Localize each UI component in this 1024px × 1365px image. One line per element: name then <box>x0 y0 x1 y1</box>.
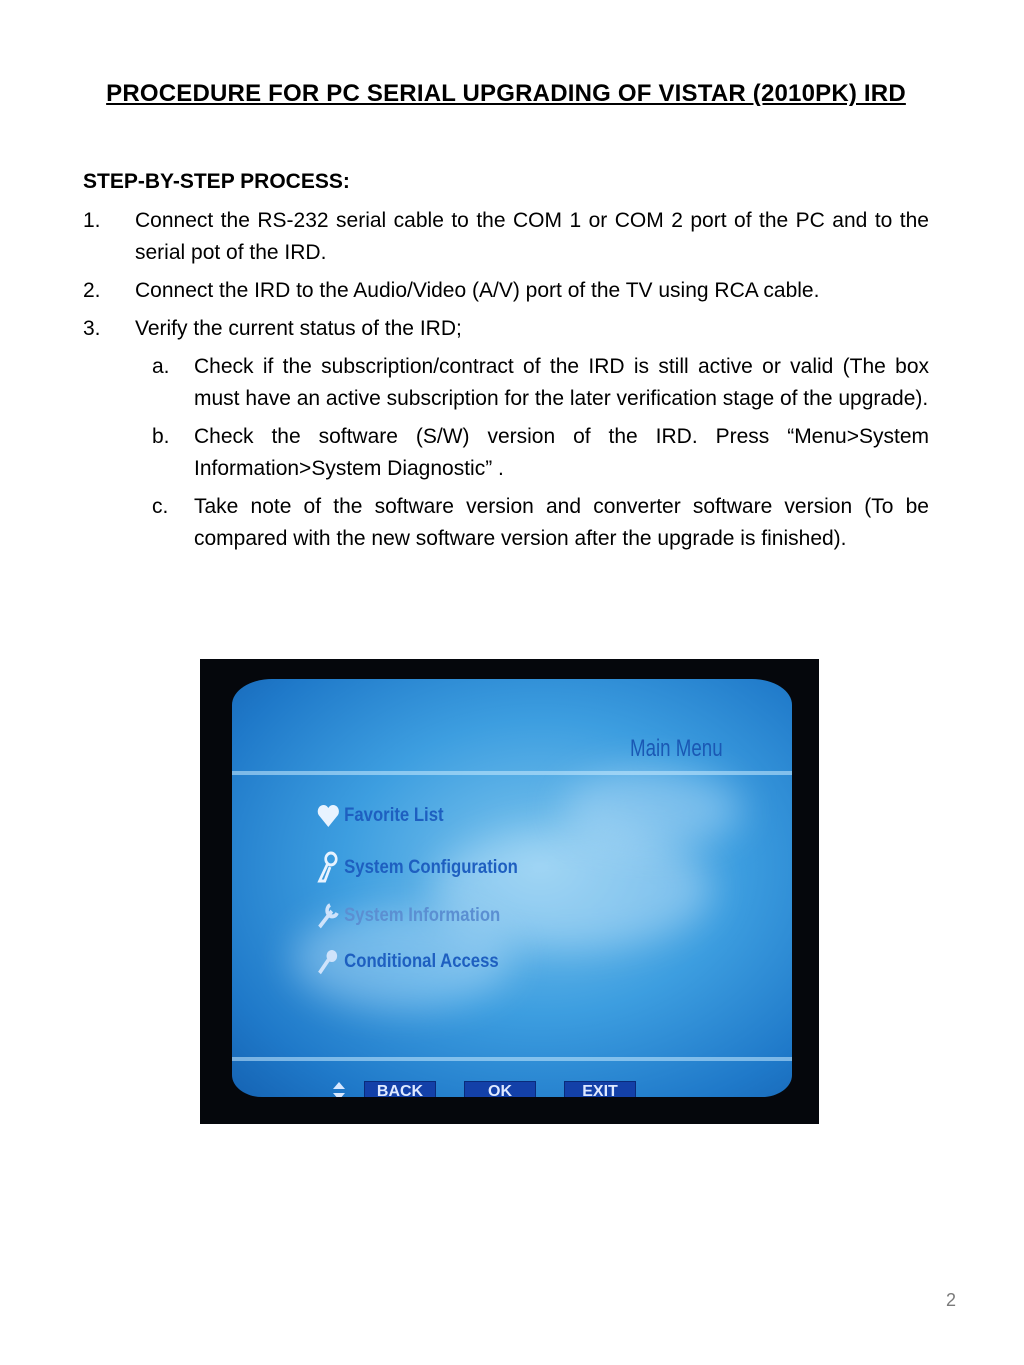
substep-item <box>83 421 929 485</box>
substep-text: Take note of the software version and converter software version (To be compared with the new software version after the upgrade is finished). <box>194 495 929 550</box>
tv-button-row <box>364 1081 636 1097</box>
menu-item-label: System Information <box>344 905 501 926</box>
tv-screen-photo <box>200 659 819 1124</box>
menu-item-system-information <box>316 901 500 931</box>
substep-item <box>83 491 929 555</box>
substep-letter: b. <box>152 425 170 448</box>
substep-text: Check if the subscription/contract of the IRD is still active or valid (The box must have an active subscription for the later verification stage of the upgrade). <box>194 355 929 410</box>
step-number: 1. <box>83 209 101 232</box>
divider <box>232 1057 792 1061</box>
tv-screen <box>232 679 792 1097</box>
menu-item-label: Conditional Access <box>344 951 499 972</box>
wrench-icon <box>316 901 341 931</box>
config-icon <box>316 851 341 885</box>
step-item <box>83 313 929 345</box>
menu-item-conditional-access <box>316 947 499 977</box>
step-item <box>83 275 929 307</box>
substep-item <box>83 351 929 415</box>
step-list <box>83 205 929 561</box>
menu-item-label: Favorite List <box>344 805 444 826</box>
page-title: PROCEDURE FOR PC SERIAL UPGRADING OF VISTAR (2010PK) IRD <box>106 80 906 107</box>
step-text: Verify the current status of the IRD; <box>135 317 462 340</box>
divider <box>232 771 792 775</box>
up-down-arrows-icon <box>332 1081 346 1097</box>
menu-item-system-configuration <box>316 851 518 885</box>
page-number: 2 <box>946 1290 957 1310</box>
main-menu-title: Main Menu <box>630 735 723 762</box>
step-number: 2. <box>83 279 101 302</box>
key-icon <box>316 947 341 977</box>
step-number: 3. <box>83 317 101 340</box>
substep-letter: c. <box>152 495 169 518</box>
step-item <box>83 205 929 269</box>
back-button: BACK <box>364 1081 436 1097</box>
step-text: Connect the RS-232 serial cable to the COM 1 or COM 2 port of the PC and to the serial pot of the IRD. <box>135 209 929 264</box>
section-heading: STEP-BY-STEP PROCESS: <box>83 170 350 193</box>
step-text: Connect the IRD to the Audio/Video (A/V) port of the TV using RCA cable. <box>135 279 820 302</box>
menu-item-favorite-list <box>316 803 444 829</box>
exit-button: EXIT <box>564 1081 636 1097</box>
menu-item-label: System Configuration <box>344 857 518 878</box>
substep-letter: a. <box>152 355 170 378</box>
substep-text: Check the software (S/W) version of the IRD. Press “Menu>System Information>System Diagnostic” . <box>194 425 929 480</box>
ok-button: OK <box>464 1081 536 1097</box>
heart-icon <box>316 803 341 829</box>
